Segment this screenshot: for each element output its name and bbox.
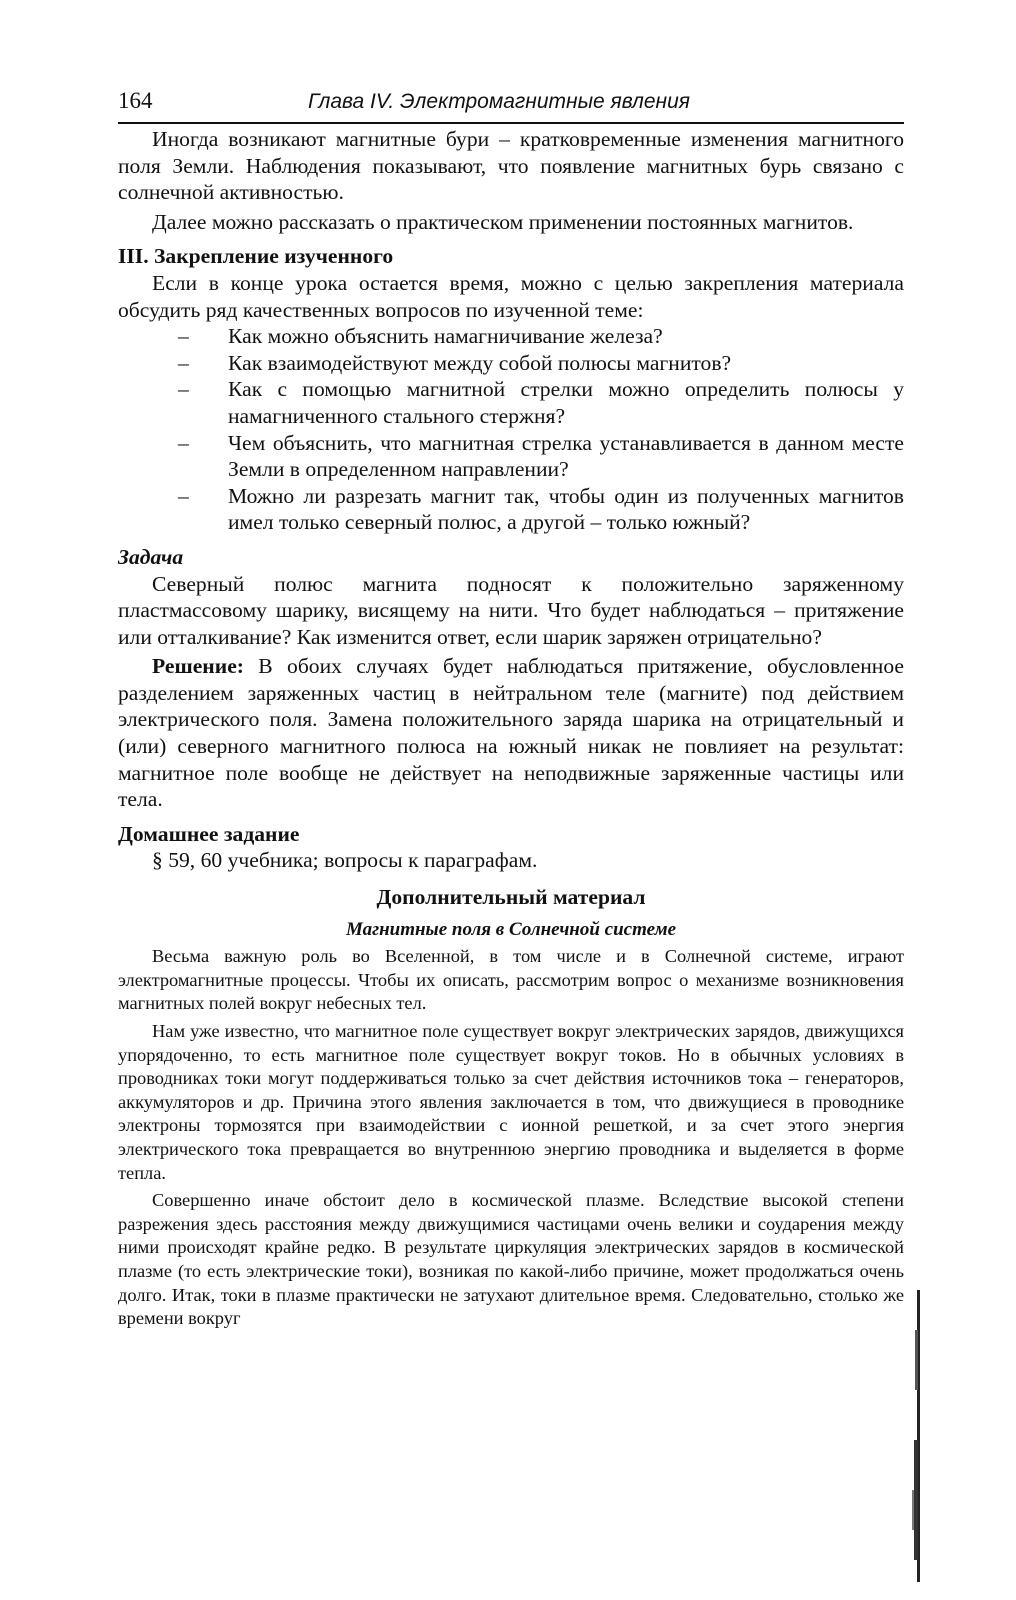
dash-bullet: – [178,377,189,402]
list-item [118,430,904,483]
question-text: Как с помощью магнитной стрелки можно определить полюсы у намагниченного стального стержня? [228,377,904,428]
section-heading-consolidation: III. Закрепление изученного [118,244,394,269]
task-paragraph: Северный полюс магнита подносят к положительно заряженному пластмассовому шарику, висящему на нити. Что будет наблюдаться – притяжение или отталкивание? Как изменится ответ, если шарик заряжен отрицательно? [118,571,904,649]
list-item [118,350,904,377]
question-text: Чем объяснить, что магнитная стрелка устанавливается в данном месте Земли в определенном направлении? [228,430,904,482]
dash-bullet: – [178,324,189,349]
intro-paragraph-1: Иногда возникают магнитные бури – кратковременные изменения магнитного поля Земли. Наблюдения показывают, что появление магнитных бурь связано с солнечной активностью. [118,127,904,205]
homework-heading: Домашнее задание [118,821,300,846]
question-text: Можно ли разрезать магнит так, чтобы один из полученных магнитов имел только северный полюс, а другой – только южный? [228,483,904,535]
solution-paragraph [118,653,904,813]
running-title: Глава IV. Электромагнитные явления [308,90,690,113]
list-item [118,483,904,536]
extra-material-heading: Дополнительный материал [376,885,646,910]
list-item [118,376,904,429]
dash-bullet: – [178,350,189,375]
consolidation-paragraph: Если в конце урока остается время, можно с целью закрепления материала обсудить ряд качественных вопросов по изученной теме: [118,270,904,322]
task-heading: Задача [118,544,184,569]
scan-edge-artifact [908,1290,922,1582]
question-list [118,323,904,536]
intro-paragraph-2: Далее можно рассказать о практическом применении постоянных магнитов. [152,209,854,234]
extra-material-subheading: Магнитные поля в Солнечной системе [345,918,677,940]
main-text [118,126,904,1331]
question-text: Как можно объяснить намагничивание железа? [228,324,663,349]
extra-paragraph-1: Весьма важную роль во Вселенной, в том числе и в Солнечной системе, играют электромагнитные процессы. Чтобы их описать, рассмотрим вопрос о механизме возникновения магнитных полей вокруг небесных тел. [118,946,904,1014]
page-number: 164 [118,88,153,113]
homework-text: § 59, 60 учебника; вопросы к параграфам. [152,848,538,873]
solution-label: Решение: [152,654,244,679]
extra-paragraph-2: Нам уже известно, что магнитное поле существует вокруг электрических зарядов, движущихся упорядоченно, то есть магнитное поле существует вокруг токов. Но в обычных условиях в проводниках токи могут поддерживаться только за счет действия источников тока – генераторов, аккумуляторов и др. Причина этого явления заключается в том, что движущиеся в проводнике электроны тормозятся при взаимодействии с ионной решеткой, и за счет этого энергия электрического тока превращается во внутреннюю энергию проводника и выделяется в форме тепла. [118,1021,904,1183]
dash-bullet: – [178,483,189,508]
extra-material-text [118,945,904,1331]
question-text: Как взаимодействуют между собой полюсы магнитов? [228,350,732,375]
extra-paragraph-3: Совершенно иначе обстоит дело в космической плазме. Вследствие высокой степени разрежения здесь расстояния между движущимися частицами очень велики и соударения между ними происходят крайне редко. В результате циркуляция электрических зарядов в космической плазме (то есть электрические токи), возникая по какой-либо причине, может продолжаться очень долго. Итак, токи в плазме практически не затухают длительное время. Следовательно, столько же времени вокруг [118,1190,904,1329]
solution-text: В обоих случаях будет наблюдаться притяжение, обусловленное разделением заряженных частиц в нейтральном теле (магните) под действием электрического поля. Замена положительного заряда шарика на отрицательный и (или) северного магнитного полюса на южный никак не повлияет на результат: магнитное поле вообще не действует на неподвижные заряженные частицы или тела. [118,654,904,812]
dash-bullet: – [178,430,189,455]
page-header [118,88,904,124]
list-item [118,323,904,350]
